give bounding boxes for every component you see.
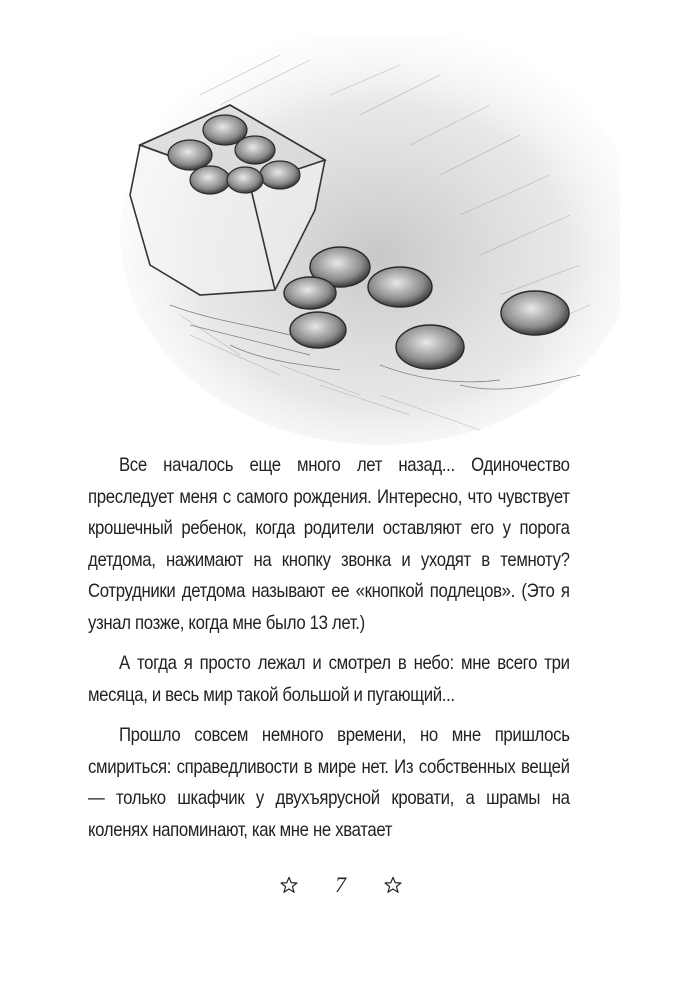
page-footer bbox=[0, 870, 681, 898]
page-number: 7 bbox=[335, 871, 346, 897]
paragraph-2: А тогда я просто лежал и смотрел в небо: мне всего три месяца, и весь мир такой большой и пугающий... bbox=[88, 652, 570, 706]
star-icon bbox=[280, 876, 298, 894]
paragraph-3: Прошло совсем немного времени, но мне пришлось смириться: справедливости в мире нет. Из собственных вещей — только шкафчик у двухъярусной кровати, а шрамы на коленях напоминают, как мне не хватает bbox=[88, 724, 570, 841]
body-text bbox=[88, 450, 570, 855]
paragraph-1: Все началось еще много лет назад... Одиночество преследует меня с самого рождения. Интересно, что чувствует крошечный ребенок, когда родители оставляют его у порога детдома, нажимают на кнопку звонка и уходят в темноту? Сотрудники детдома называют ее «кнопкой подлецов». (Это я узнал позже, когда мне было 13 лет.) bbox=[88, 454, 570, 634]
sketch-illustration bbox=[80, 35, 620, 445]
star-icon bbox=[384, 876, 402, 894]
